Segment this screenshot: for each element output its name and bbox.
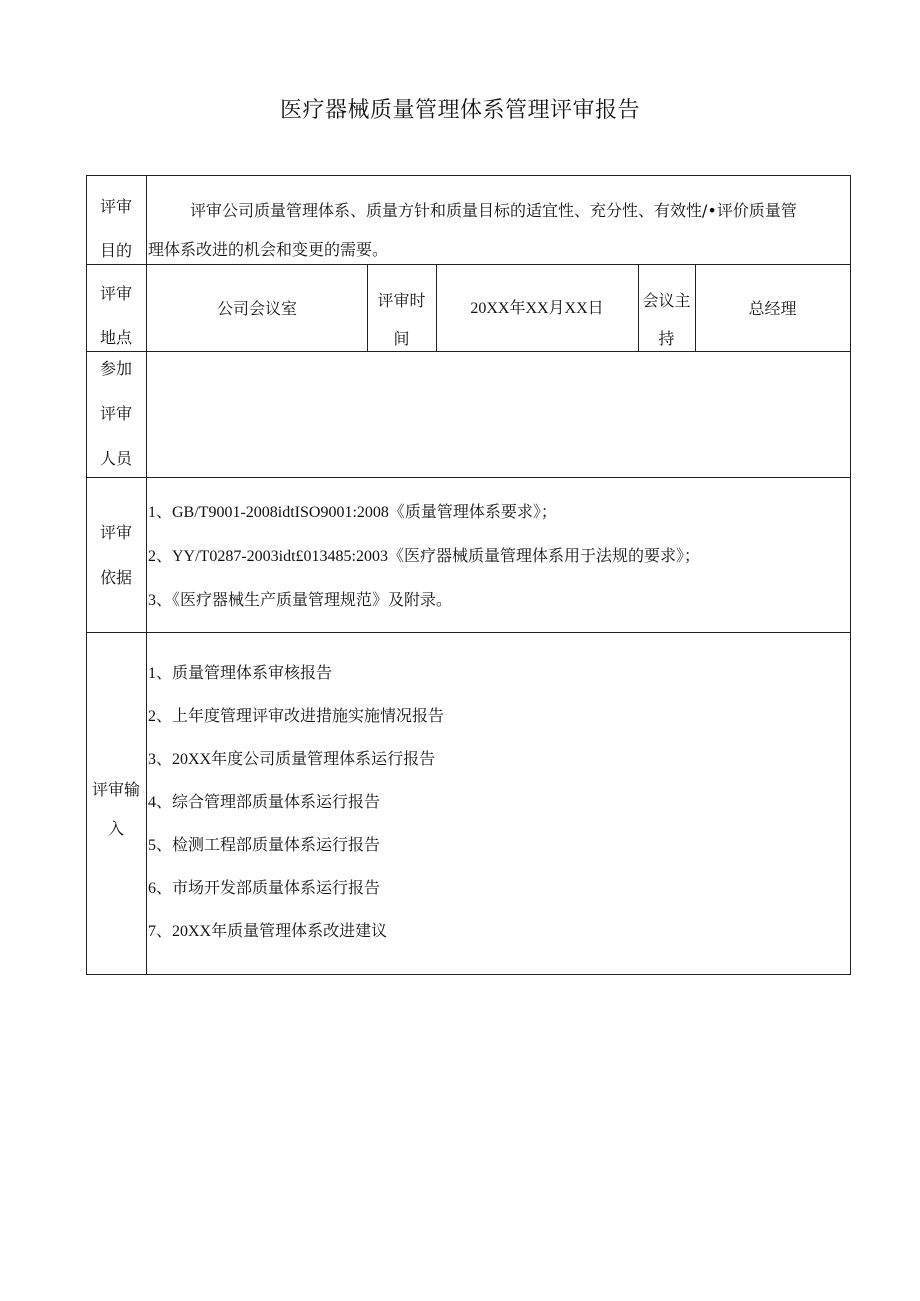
participants-label-line2: 评审 (99, 404, 132, 423)
table-border-top (86, 175, 851, 176)
basis-item: 2、YY/T0287-2003idt£013485:2003《医疗器械质量管理体系用于法规的要求》； (148, 548, 700, 565)
input-item: 2、上年度管理评审改进措施实施情况报告 (148, 708, 445, 725)
location-label-line1: 评审 (99, 284, 132, 303)
basis-item: 3、《医疗器械生产质量管理规范》及附录。 (148, 592, 453, 609)
purpose-text-line2: 理体系改进的机会和变更的需要。 (148, 240, 389, 259)
input-item: 6、市场开发部质量体系运行报告 (148, 880, 381, 897)
purpose-label-line2: 目的 (99, 241, 132, 260)
purpose-label-line1: 评审 (99, 197, 132, 216)
time-label-line2: 间 (393, 329, 410, 348)
table-border-bottom (86, 974, 851, 975)
row-divider (86, 477, 851, 478)
host-label-line2: 持 (658, 329, 675, 348)
participants-label-line3: 人员 (99, 449, 132, 468)
input-item: 7、20XX年质量管理体系改进建议 (148, 923, 388, 940)
participants-label-line1: 参加 (99, 359, 132, 378)
report-title: 医疗器械质量管理体系管理评审报告 (279, 98, 640, 123)
input-item: 5、检测工程部质量体系运行报告 (148, 837, 381, 854)
review-table (86, 175, 851, 975)
input-item: 4、综合管理部质量体系运行报告 (148, 794, 381, 811)
input-label-line2: 入 (107, 819, 124, 838)
purpose-text-line1: 评审公司质量管理体系、质量方针和质量目标的适宜性、充分性、有效性/•评价质量管 (190, 201, 797, 220)
label-column-divider (146, 175, 147, 975)
row-divider (86, 351, 851, 352)
purpose-text (148, 191, 850, 269)
host-value: 总经理 (748, 299, 797, 318)
row-divider (86, 632, 851, 633)
input-label-line1: 评审输 (91, 780, 140, 799)
time-value: 20XX年XX月XX日 (470, 300, 604, 317)
host-label-line1: 会议主 (642, 291, 691, 310)
time-label-line1: 评审时 (377, 291, 426, 310)
location-label-line2: 地点 (99, 328, 132, 347)
basis-label-line2: 依据 (99, 568, 132, 587)
input-item: 3、20XX年度公司质量管理体系运行报告 (148, 751, 436, 768)
basis-item: 1、GB/T9001-2008idtISO9001:2008《质量管理体系要求》； (148, 504, 557, 521)
basis-label-line1: 评审 (99, 523, 132, 542)
table-border-right (850, 175, 851, 975)
input-item: 1、质量管理体系审核报告 (148, 665, 333, 682)
location-value: 公司会议室 (216, 299, 297, 318)
